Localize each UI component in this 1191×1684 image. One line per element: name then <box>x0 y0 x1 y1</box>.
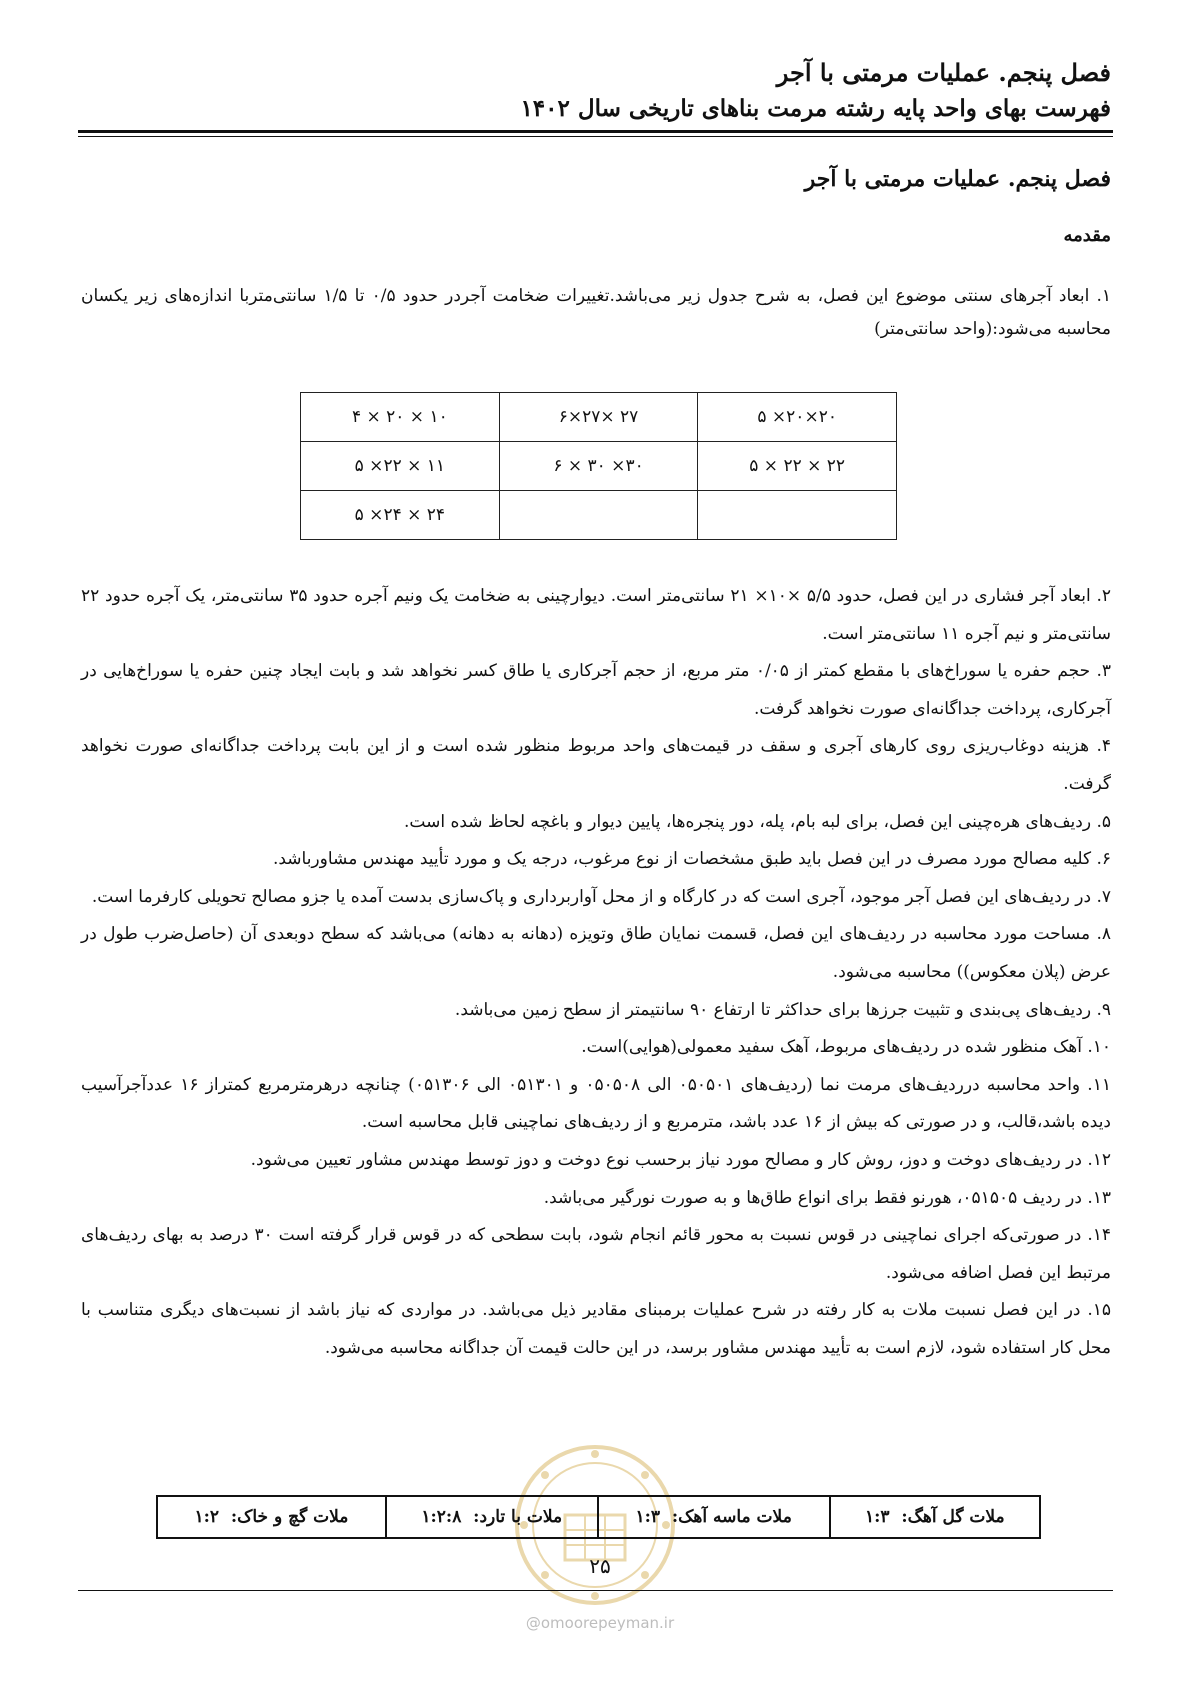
header-rule-thin <box>78 136 1113 137</box>
note-item-7: ۷. در ردیف‌های این فصل آجر موجود، آجری است که در کارگاه و از محل آواربرداری و پاک‌سازی بدست آمده یا جزو مصالح تحویلی کارفرما است. <box>91 886 1111 907</box>
footer-rule <box>78 1590 1113 1591</box>
mortar-ratio-table <box>156 1495 1041 1539</box>
note-item-2: ۲. ابعاد آجر فشاری در این فصل، حدود ۵/۵ ×۱۰× ۲۱ سانتی‌متر است. دیوارچینی به ضخامت یک ونیم آجره حدود ۳۵ سانتی‌متر، یک آجره حدود ۲۲ سانتی‌متر و نیم آجره ۱۱ سانتی‌متر است. <box>81 586 1112 644</box>
brick-dimensions-table <box>300 392 897 540</box>
mortar-cell: ملات با تارد: ۱:۲:۸ <box>386 1496 598 1538</box>
intro-heading: مقدمه <box>1063 225 1111 246</box>
table-cell: ۱۱ × ۲۲× ۵ <box>301 442 500 491</box>
note-item-10: ۱۰. آهک منظور شده در ردیف‌های مربوط، آهک سفید معمولی(هوایی)است. <box>581 1037 1111 1058</box>
note-item-12: ۱۲. در ردیف‌های دوخت و دوز، روش کار و مصالح مورد نیاز برحسب نوع دوخت و دوز توسط مهندس مشاور تعیین می‌شود. <box>250 1149 1111 1170</box>
notes-list <box>81 578 1111 1367</box>
table-cell: ۲۷ ×۲۷×۶ <box>499 393 698 442</box>
note-item-9: ۹. ردیف‌های پی‌بندی و تثبیت جرزها برای حداکثر تا ارتفاع ۹۰ سانتیمتر از سطح زمین می‌باشد. <box>454 999 1111 1020</box>
header-chapter: فصل پنجم. عملیات مرمتی با آجر <box>776 58 1111 87</box>
table-row <box>301 491 897 540</box>
paragraph-1: ۱. ابعاد آجرهای سنتی موضوع این فصل، به شرح جدول زیر می‌باشد.تغییرات ضخامت آجردر حدود ۰/۵ تا ۱/۵ سانتی‌متربا اندازه‌های زیر یکسان محاسبه می‌شود:(واحد سانتی‌متر) <box>81 286 1111 339</box>
note-item-14: ۱۴. در صورتی‌که اجرای نماچینی در قوس نسبت به محور قائم انجام شود، بابت سطحی که در قوس قرار گرفته است ۳۰ درصد به بهای ردیف‌های مرتبط این فصل اضافه می‌شود. <box>81 1225 1112 1283</box>
note-item-13: ۱۳. در ردیف ۰۵۱۵۰۵، هورنو فقط برای انواع طاق‌ها و به صورت نورگیر می‌باشد. <box>543 1187 1111 1208</box>
table-row <box>301 442 897 491</box>
note-item-11: ۱۱. واحد محاسبه درردیف‌های مرمت نما (ردیف‌های ۰۵۰۵۰۱ الی ۰۵۰۵۰۸ و ۰۵۱۳۰۱ الی ۰۵۱۳۰۶) چنانچه درهرمترمربع کمتراز ۱۶ عددآجرآسیب دیده باشد،قالب، و در صورتی که بیش از ۱۶ عدد باشد، مترمربع و از ردیف‌های نماچینی قابل محاسبه است. <box>81 1074 1111 1133</box>
table-cell <box>499 491 698 540</box>
chapter-title: فصل پنجم. عملیات مرمتی با آجر <box>804 166 1111 192</box>
table-cell: ۲۲ × ۲۲ × ۵ <box>698 442 897 491</box>
mortar-cell: ملات ماسه آهک: ۱:۳ <box>598 1496 830 1538</box>
table-cell: ۲۴ × ۲۴× ۵ <box>301 491 500 540</box>
mortar-cell: ملات گل آهگ: ۱:۳ <box>830 1496 1040 1538</box>
note-item-5: ۵. ردیف‌های هره‌چینی این فصل، برای لبه بام، پله، دور پنجره‌ها، پایین دیوار و باغچه لحاظ شده است. <box>404 811 1111 832</box>
note-item-4: ۴. هزینه دوغاب‌ریزی روی کارهای آجری و سقف در قیمت‌های واحد مربوط منظور شده است و از این بابت پرداخت جداگانه‌ای صورت نخواهد گرفت. <box>81 736 1111 794</box>
table-row <box>301 393 897 442</box>
mortar-cell: ملات گچ و خاک: ۱:۲ <box>157 1496 386 1538</box>
note-item-6: ۶. کلیه مصالح مورد مصرف در این فصل باید طبق مشخصات از نوع مرغوب، درجه یک و مورد تأیید مهندس مشاورباشد. <box>272 849 1111 870</box>
note-item-3: ۳. حجم حفره یا سوراخ‌های با مقطع کمتر از ۰/۰۵ متر مربع، از حجم آجرکاری یا طاق کسر نخواهد شد و بابت ایجاد چنین حفره یا سوراخ‌هایی در آجرکاری، پرداخت جداگانه‌ای صورت نخواهد گرفت. <box>81 661 1111 719</box>
table-cell: ۱۰ × ۲۰ × ۴ <box>301 393 500 442</box>
note-item-15: ۱۵. در این فصل نسبت ملات به کار رفته در شرح عملیات برمبنای مقادیر ذیل می‌باشد. در مواردی که نیاز باشد از نسبت‌های دیگری متناسب با محل کار استفاده شود، لازم است به تأیید مهندس مشاور برسد، در این حالت قیمت آن جداگانه محاسبه می‌شود. <box>81 1300 1111 1358</box>
table-cell <box>698 491 897 540</box>
header-document-title: فهرست بهای واحد پایه رشته مرمت بناهای تاریخی سال ۱۴۰۲ <box>520 95 1111 122</box>
table-row <box>157 1496 1040 1538</box>
header-rule-thick <box>78 130 1113 133</box>
watermark: @omoorepeyman.ir <box>525 1614 675 1632</box>
note-item-8: ۸. مساحت مورد محاسبه در ردیف‌های این فصل، قسمت نمایان طاق وتویزه (دهانه به دهانه) می‌باشد که سطح دوبعدی آن (حاصل‌ضرب طول در عرض (پلان معکوس)) محاسبه می‌شود. <box>81 924 1111 982</box>
page-number: ۲۵ <box>589 1554 611 1578</box>
table-cell: ۲۰×۲۰× ۵ <box>698 393 897 442</box>
table-cell: ۳۰× ۳۰ × ۶ <box>499 442 698 491</box>
